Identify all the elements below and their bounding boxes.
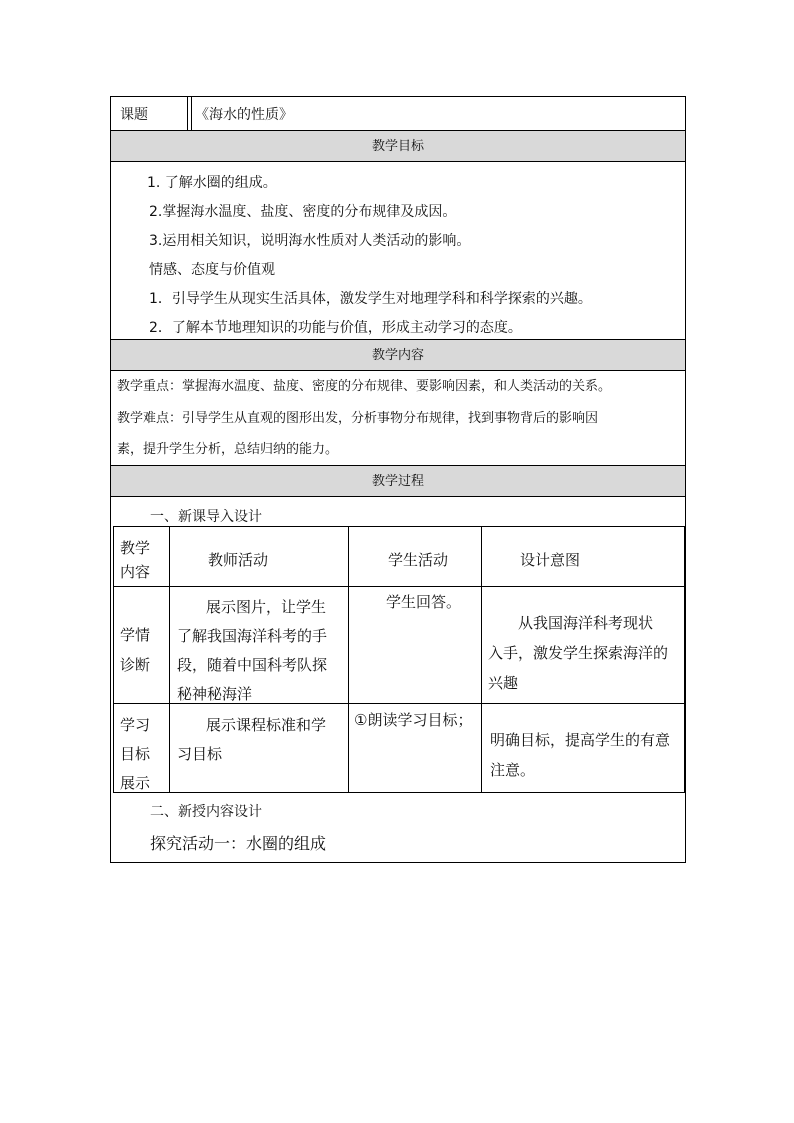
topic-label: 课题 [120, 107, 148, 123]
table-row-teacher: 展示课程标准和学 习目标 [177, 716, 327, 763]
table-header-content: 教学 内容 [120, 539, 151, 581]
process-title: 教学过程 [371, 474, 424, 489]
lesson-plan-table [110, 96, 686, 863]
table-row-teacher: 展示图片，让学生 了解我国海洋科考的手 段，随着中国科考队探 秘神秘海洋 [177, 598, 328, 703]
goal-item: 2.掌握海水温度、盐度、密度的分布规律及成因。 [149, 204, 457, 220]
activity-table [113, 526, 685, 793]
table-row-content: 学情 诊断 [120, 626, 151, 674]
activity-one-heading: 探究活动一：水圈的组成 [150, 834, 327, 853]
goal-item: 2．了解本节地理知识的功能与价值，形成主动学习的态度。 [149, 320, 522, 336]
topic-divider [187, 97, 188, 130]
goal-item: 1. 了解水圈的组成。 [147, 175, 277, 191]
content-key-point: 教学重点：掌握海水温度、盐度、密度的分布规律、要影响因素，和人类活动的关系。 [117, 379, 612, 394]
table-row-content: 学习 目标 展示 [120, 716, 151, 792]
table-row-student: ①朗读学习目标； [354, 711, 473, 729]
goal-item: 1．引导学生从现实生活具体，激发学生对地理学科和科学探索的兴趣。 [149, 291, 592, 307]
topic-value: 《海水的性质》 [195, 107, 293, 123]
goal-item: 3.运用相关知识，说明海水性质对人类活动的影响。 [149, 233, 471, 249]
goal-subheading: 情感、态度与价值观 [149, 262, 275, 278]
section-new-content-heading: 二、新授内容设计 [150, 804, 262, 820]
table-header-student: 学生活动 [388, 551, 449, 569]
table-row-intent: 从我国海洋科考现状 入手，激发学生探索海洋的 兴趣 [488, 614, 669, 692]
content-difficulty: 教学难点：引导学生从直观的图形出发，分析事物分布规律，找到事物背后的影响因 [117, 411, 599, 426]
table-header-teacher: 教师活动 [208, 551, 269, 569]
goals-title: 教学目标 [371, 139, 424, 154]
topic-divider-double [191, 97, 192, 130]
section-intro-heading: 一、新课导入设计 [150, 509, 262, 525]
content-title: 教学内容 [371, 348, 424, 363]
content-difficulty-cont: 素，提升学生分析，总结归纳的能力。 [117, 442, 339, 457]
table-header-intent: 设计意图 [520, 551, 581, 569]
table-row-intent: 明确目标，提高学生的有意 注意。 [490, 731, 671, 779]
table-row-student: 学生回答。 [386, 593, 462, 611]
